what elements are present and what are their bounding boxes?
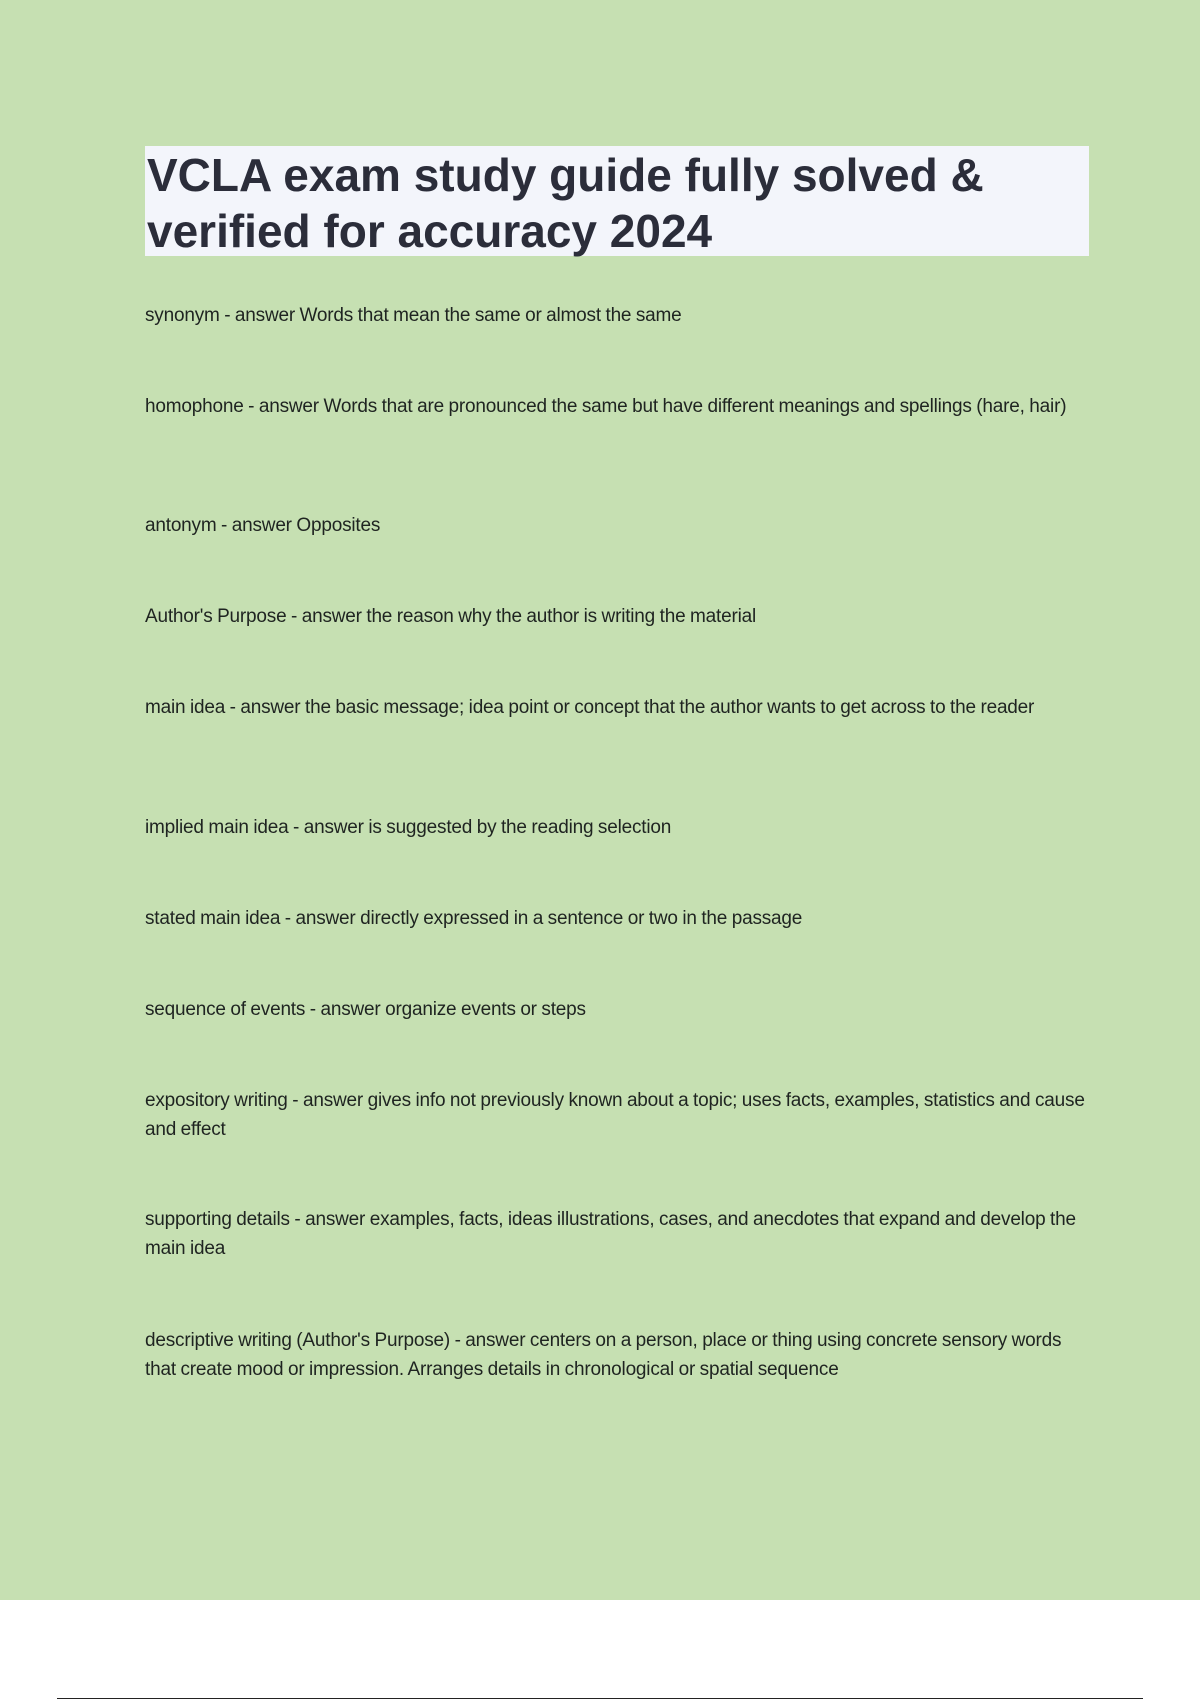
title-highlight-box xyxy=(145,146,1089,256)
study-entry: sequence of events - answer organize events or steps xyxy=(145,999,586,1020)
study-entry: synonym - answer Words that mean the same or almost the same xyxy=(145,305,682,326)
document-title: VCLA exam study guide fully solved & verified for accuracy 2024 xyxy=(147,149,984,257)
study-entry: expository writing - answer gives info not previously known about a topic; uses facts, examples, statistics and cause and effect xyxy=(145,1090,1085,1140)
study-entry: Author's Purpose - answer the reason why the author is writing the material xyxy=(145,606,756,627)
study-entry: supporting details - answer examples, facts, ideas illustrations, cases, and anecdotes that expand and develop the main idea xyxy=(145,1209,1076,1259)
study-entry: descriptive writing (Author's Purpose) - answer centers on a person, place or thing using concrete sensory words that create mood or impression. Arranges details in chronological or spatial sequence xyxy=(145,1330,1062,1380)
study-entry: homophone - answer Words that are pronounced the same but have different meanings and spellings (hare, hair) xyxy=(145,396,1067,417)
study-entry: implied main idea - answer is suggested by the reading selection xyxy=(145,817,672,838)
study-entry: main idea - answer the basic message; idea point or concept that the author wants to get across to the reader xyxy=(145,697,1035,718)
study-entry: stated main idea - answer directly expressed in a sentence or two in the passage xyxy=(145,908,803,929)
study-entry: antonym - answer Opposites xyxy=(145,515,381,536)
footer-divider xyxy=(57,1698,1143,1699)
